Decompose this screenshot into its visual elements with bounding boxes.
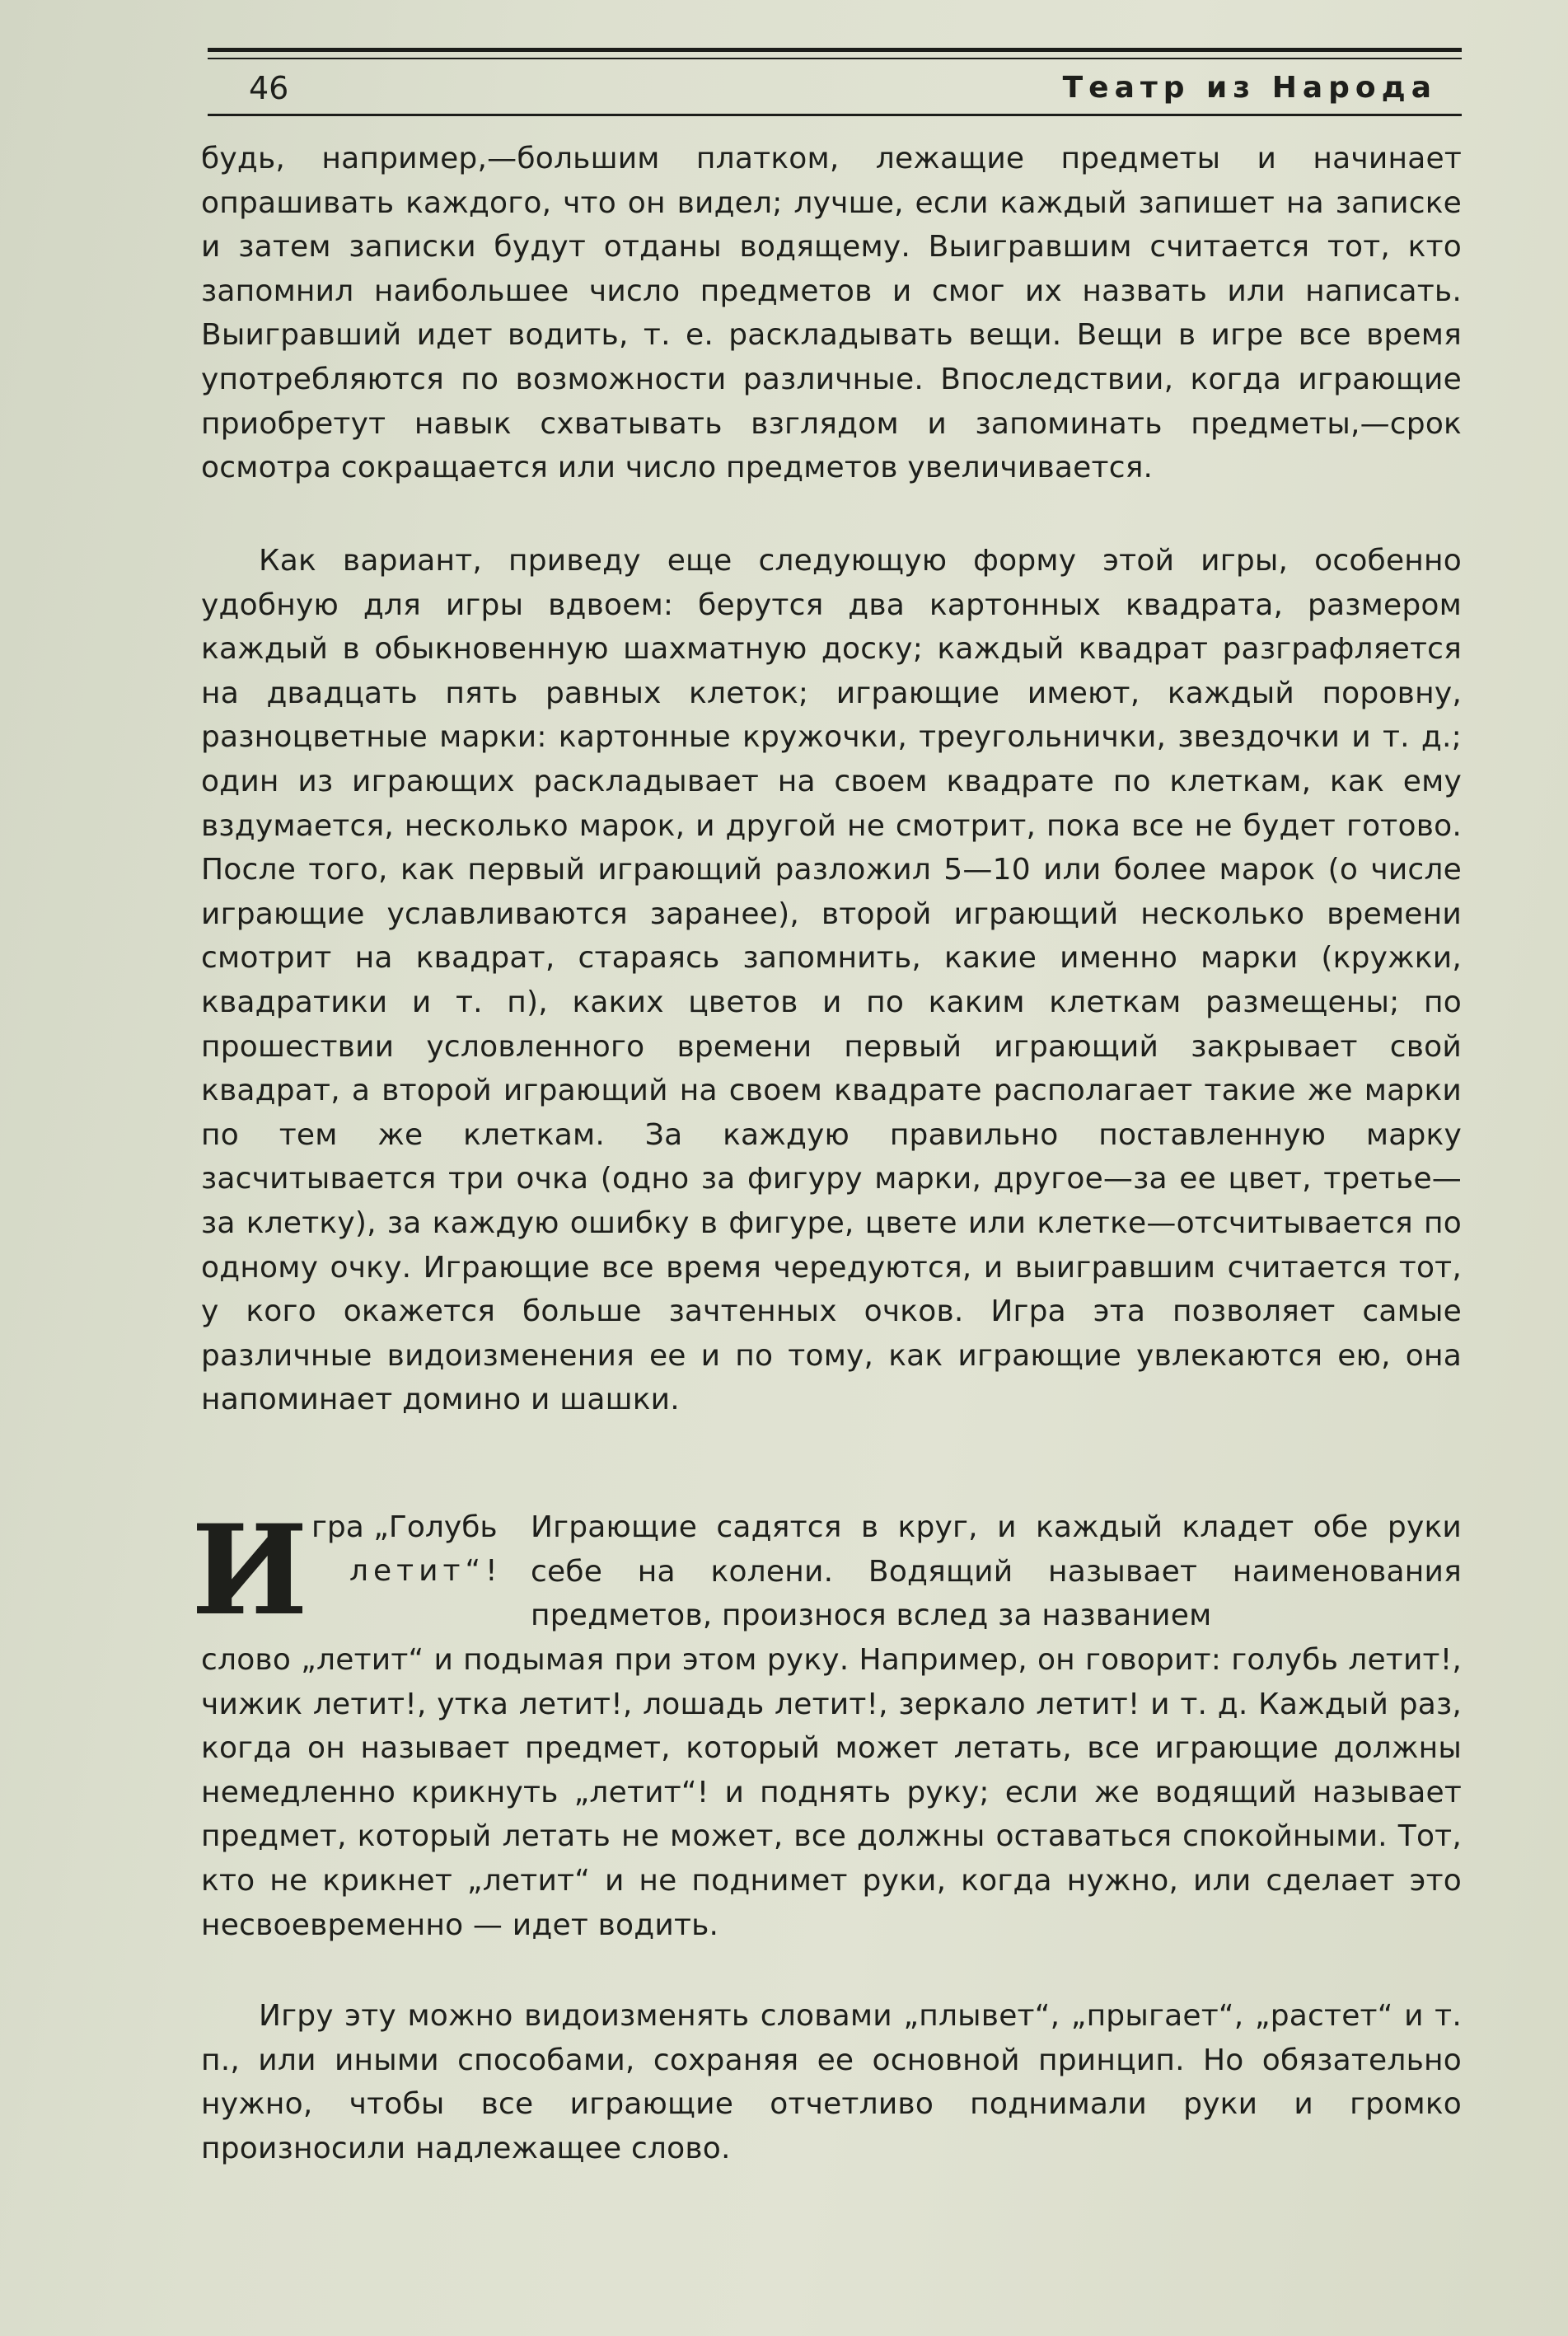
paragraph-game-rules [201,1638,1462,1947]
paragraph-text: будь, например,—большим платком, лежащие предметы и начинает опрашивать каждого, что он видел; лучше, если каждый запишет на записке и затем записки будут отданы водящему. Выигравшим считается тот, кто запомнил наибольшее число предметов и смог их назвать или написать. Выигравший идет водить, т. е. раскладывать вещи. Вещи в игре все время употребляются по возможности различные. Впоследствии, когда играющие приобретут навык схватывать взглядом и запоминать предметы,—срок осмотра сокращается или число предметов увеличивается. [201,142,1462,485]
section-side-text [531,1505,1462,1638]
paragraph-game-variants [201,1994,1462,2170]
running-title: Театр из Народа [1062,71,1437,105]
header-rule-thin [208,58,1462,59]
section-game-golub [185,1498,1462,1644]
paragraph-text: Как вариант, приведу еще следующую форму этой игры, особенно удобную для игры вдвоем: берутся два картонных квадрата, размером каждый в обыкновенную шахматную доску; каждый квадрат разграфляется на двадцать пять равных клеток; играющие имеют, каждый поровну, разноцветные марки: картонные кружочки, треугольнички, звездочки и т. д.; один из играющих раскладывает на своем квадрате по клеткам, как ему вздумается, несколько марок, и другой не смотрит, пока все не будет готово. После того, как первый играющий разложил 5—10 или более марок (о числе играющие уславливаются заранее), второй играющий несколько времени смотрит на квадрат, стараясь запомнить, какие именно марки (кружки, квадратики и т. п), каких цветов и по каким клеткам размещены; по прошествии условленного времени первый играющий закрывает свой квадрат, а второй играющий на своем квадрате располагает такие же марки по тем же клеткам. За каждую правильно поставленную марку засчитывается три очка (одно за фигуру марки, другое—за ее цвет, третье—за клетку), за каждую ошибку в фигуре, цвете или клетке—отсчитывается по одному очку. Играющие все время чередуются, и выигравшим считается тот, у кого окажется больше зачтенных очков. Игра эта позволяет самые различные видоизменения ее и по тому, как играющие увлекаются ею, она напоминает домино и шашки. [201,544,1462,1417]
paragraph-variant [201,539,1462,1422]
paragraph-text: Играющие садятся в круг, и каждый кладет обе руки себе на колени. Водящий называет наименования предметов, произнося вслед за названием [531,1510,1462,1633]
paragraph-text: слово „летит“ и подымая при этом руку. Например, он говорит: голубь летит!, чижик летит!, утка летит!, лошадь летит!, зеркало летит! и т. д. Каждый раз, когда он называет предмет, который может летать, все играющие должны немедленно крикнуть „летит“! и поднять руку; если же водящий называет предмет, который летать не может, все должны оставаться спокойными. Тот, кто не крикнет „летит“ и не поднимет руки, когда нужно, или сделает это несвоевременно — идет водить. [201,1643,1462,1942]
paragraph-continued [201,137,1462,490]
drop-cap: И [191,1498,308,1643]
paragraph-text: Игру эту можно видоизменять словами „плывет“, „прыгает“, „растет“ и т. п., или иными способами, сохраняя ее основной принцип. Но обязательно нужно, чтобы все играющие отчетливо поднимали руки и громко произносили надлежащее слово. [201,1999,1462,2165]
page-header [208,68,1462,109]
header-rule-top [208,48,1462,52]
page-number: 46 [249,70,289,106]
section-heading-line1: гра „Голубь [311,1510,498,1544]
header-rule-bottom [208,114,1462,116]
section-heading-line2: летит“! [349,1554,503,1588]
